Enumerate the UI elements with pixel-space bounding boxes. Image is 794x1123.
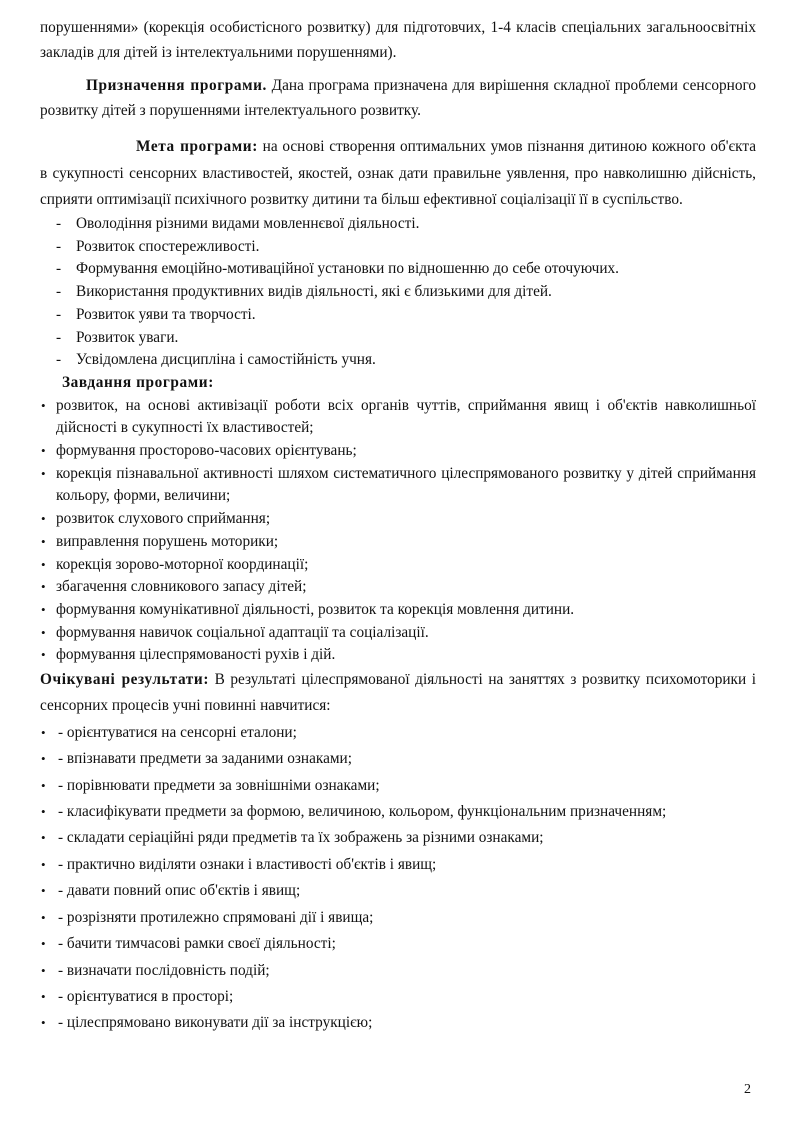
list-item: • - складати серіаційні ряди предметів та їх зображень за різними ознаками; [41,829,544,847]
list-item: • формування комунікативної діяльності, розвиток та корекція мовлення дитини. [41,600,575,618]
list-item: • - орієнтуватися в просторі; [41,987,234,1005]
goal-paragraph [40,134,756,213]
document-page [40,16,756,1037]
page-number: 2 [744,1082,751,1097]
list-item: • розвиток, на основі активізації роботи всіх органів чуттів, сприймання явищ і об'єктів навколишньої дійсності в сукупності їх властивостей; [41,396,756,437]
results-list [40,720,756,1037]
list-item: • корекція зорово-моторної координації; [41,555,309,573]
list-item: • - порівнювати предмети за зовнішніми ознаками; [41,776,380,794]
list-item: • формування навичок соціальної адаптації та соціалізації. [41,623,429,641]
list-item: • - визначати послідовність подій; [41,961,270,979]
list-item: • - практично виділяти ознаки і властивості об'єктів і явищ; [41,855,437,873]
tasks-list [40,395,756,667]
list-item: - Усвідомлена дисципліна і самостійність учня. [56,351,376,369]
list-item: - Використання продуктивних видів діяльності, які є близькими для дітей. [56,283,552,301]
results-heading: Очікувані результати: [40,671,210,689]
list-item: - Розвиток уяви та творчості. [56,305,256,323]
list-item: - Розвиток спостережливості. [56,237,260,255]
list-item: - Оволодіння різними видами мовленнєвої діяльності. [56,214,420,232]
intro-continuation: порушеннями» (корекція особистісного розвитку) для підготовчих, 1-4 класів спеціальних загальноосвітніх закладів для дітей із інтелектуальними порушеннями). [40,19,756,61]
list-item: • - орієнтуватися на сенсорні еталони; [41,723,297,741]
purpose-paragraph [40,74,756,123]
goal-heading: Мета програми: [136,138,258,156]
list-item: - Розвиток уваги. [56,328,179,346]
list-item: • - бачити тимчасові рамки своєї діяльності; [41,935,336,953]
list-item: • - розрізняти протилежно спрямовані дії і явища; [41,908,374,926]
results-paragraph [40,667,756,720]
purpose-heading: Призначення програми. [86,77,267,95]
goal-text: на основі створення оптимальних умов пізнання дитиною кожного об'єкта в сукупності сенсорних властивостей, якостей, ознак дати правильне уявлення, про навколишню дійсність, сприяти оптимізації психічного розвитку дитини та більш ефективної соціалізації її в суспільство. [40,138,756,208]
purpose-text: Дана програма призначена для вирішення складної проблеми сенсорного розвитку дітей з порушеннями інтелектуального розвитку. [40,77,757,119]
list-item: • збагачення словникового запасу дітей; [41,578,307,596]
list-item: • виправлення порушень моторики; [41,532,279,550]
list-item: • - цілеспрямовано виконувати дії за інструкцією; [41,1014,373,1032]
list-item: • корекція пізнавальної активності шляхом систематичного цілеспрямованого розвитку у дітей сприймання кольору, форми, величини; [41,464,756,505]
goal-list [40,213,756,372]
results-text: В результаті цілеспрямованої діяльності на заняттях з розвитку психомоторики і сенсорних процесів учні повинні навчитися: [40,671,756,715]
list-item: • - давати повний опис об'єктів і явищ; [41,882,301,900]
list-item: • формування цілеспрямованості рухів і дій. [41,646,336,664]
list-item: • - впізнавати предмети за заданими ознаками; [41,750,352,768]
tasks-heading: Завдання програми: [62,373,214,391]
list-item: • розвиток слухового сприймання; [41,510,271,528]
list-item: • - класифікувати предмети за формою, величиною, кольором, функціональним призначенням; [41,803,667,821]
list-item: - Формування емоційно-мотиваційної установки по відношенню до себе оточуючих. [56,260,620,278]
list-item: • формування просторово-часових орієнтувань; [41,442,357,460]
